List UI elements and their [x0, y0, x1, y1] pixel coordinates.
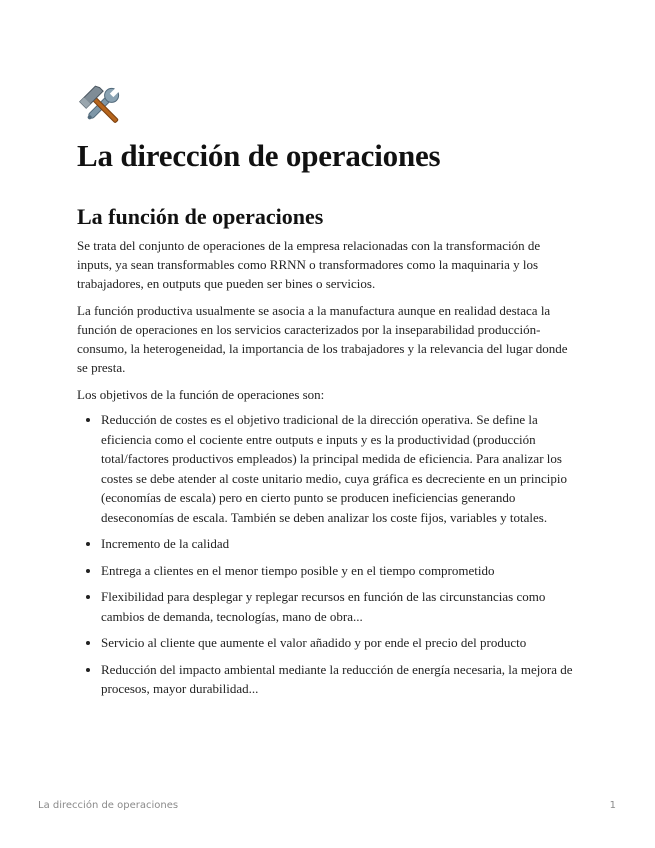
footer-title: La dirección de operaciones	[38, 800, 179, 811]
document-title: La dirección de operaciones	[77, 138, 441, 173]
objectives-list	[77, 410, 577, 699]
section-title: La función de operaciones	[77, 204, 324, 229]
list-item: • Servicio al cliente que aumente el valor añadido y por ende el precio del producto	[101, 633, 577, 653]
page-number: 1	[609, 800, 616, 811]
paragraph-objectives-intro: Los objetivos de la función de operaciones son:	[77, 387, 325, 402]
list-item: • Flexibilidad para desplegar y replegar recursos en función de las circunstancias como cambios de demanda, tecnologías, mano de obra...	[101, 587, 577, 626]
list-item: • Reducción de costes es el objetivo tradicional de la dirección operativa. Se define la eficiencia como el cociente entre outputs e inputs y es la productividad (producción total/factores productivos empleados) la principal medida de eficiencia. Para analizar los costes se debe atender al coste unitario medio, cuya gráfica es decreciente en un principio (economías de escala) pero en cierto punto se producen ineficiencias generando deseconomías de escala. También se deben analizar los coste fijos, variables y totales.	[101, 410, 577, 527]
paragraph-definition: Se trata del conjunto de operaciones de la empresa relacionadas con la transformación de inputs, ya sean transformables como RRNN o transformadores como la maquinaria y los trabajadores, en outputs que pueden ser bines o servicios.	[77, 238, 541, 291]
document-content	[77, 82, 577, 706]
list-item: • Incremento de la calidad	[101, 534, 577, 554]
list-item: • Entrega a clientes en el menor tiempo posible y en el tiempo comprometido	[101, 561, 577, 581]
list-item: • Reducción del impacto ambiental mediante la reducción de energía necesaria, la mejora de procesos, mayor durabilidad...	[101, 660, 577, 699]
page-footer	[38, 800, 616, 811]
paragraph-productive-function: La función productiva usualmente se asocia a la manufactura aunque en realidad destaca la función de operaciones en los servicios caracterizados por la inseparabilidad producción-consumo, la heterogeneidad, la importancia de los trabajadores y la relevancia del lugar donde se presta.	[77, 303, 568, 375]
hammer-and-wrench-icon	[77, 82, 125, 130]
